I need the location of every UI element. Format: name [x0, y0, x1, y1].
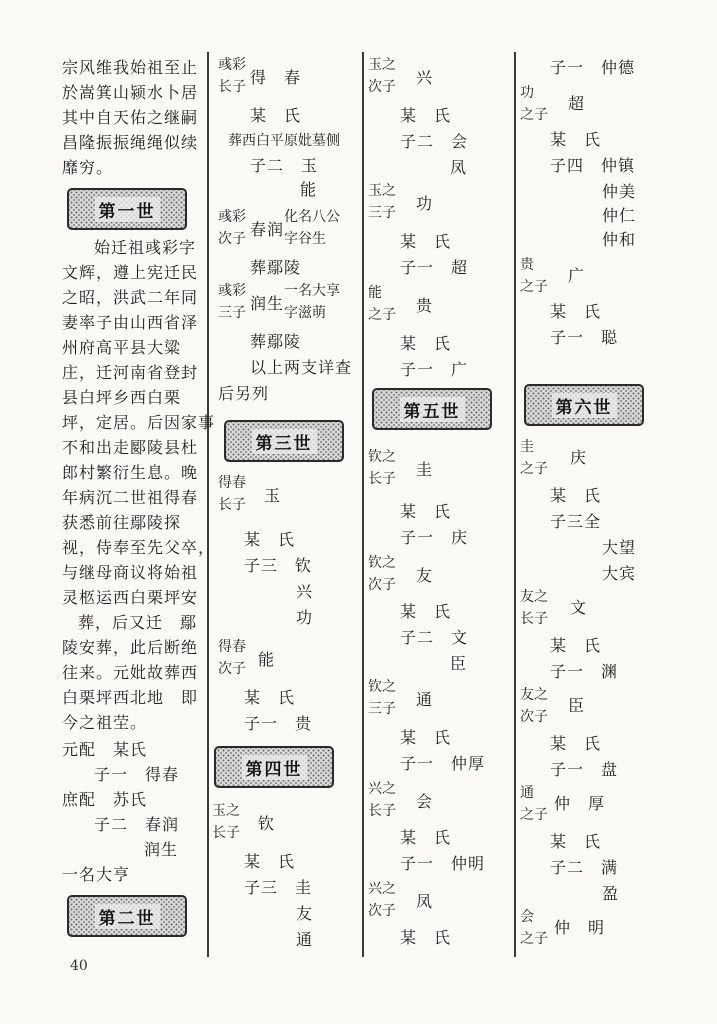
- parent-label: 钦之: [368, 449, 396, 465]
- burial-note: 葬西白平原妣墓侧: [228, 133, 340, 149]
- person-name: 圭: [416, 460, 434, 479]
- page-number: 40: [70, 958, 88, 974]
- biography-line: 郎村繁衍生息。晚: [62, 463, 199, 482]
- birth-order-label: 长子: [218, 79, 246, 95]
- birth-order-label: 之子: [520, 461, 548, 477]
- birth-order-label: 长子: [520, 611, 548, 627]
- parent-label: 彧彩: [218, 209, 246, 225]
- wife-entry: 某 氏: [550, 130, 602, 149]
- birth-order-label: 次子: [520, 709, 548, 725]
- parent-label: 兴之: [368, 781, 396, 797]
- biography-line: 妻率子由山西省泽: [62, 313, 199, 332]
- biography-line: 不和出走郾陵县杜: [62, 438, 199, 457]
- birth-order-label: 次子: [368, 903, 396, 919]
- name-note: 字滋萌: [284, 305, 326, 321]
- son-name: 盈: [602, 884, 620, 903]
- parent-label: 彧彩: [218, 283, 246, 299]
- alias-note: 一名大亨: [62, 865, 131, 884]
- name-note: 一名大享: [284, 283, 340, 299]
- sons-entry: 子二 满: [550, 858, 619, 877]
- parent-label: 圭: [520, 439, 534, 455]
- biography-line: 文辉，遵上宪迁民: [62, 263, 199, 282]
- burial-note: 葬鄢陵: [250, 258, 302, 277]
- birth-order-label: 次子: [218, 661, 246, 677]
- parent-label: 得春: [218, 639, 246, 655]
- person-name: 臣: [568, 696, 586, 715]
- sons-entry: 子四 仲镇: [550, 156, 636, 175]
- burial-note: 葬鄢陵: [250, 332, 302, 351]
- biography-line: 葬，后又迁 鄢: [78, 613, 198, 632]
- parent-label: 友之: [520, 589, 548, 605]
- generation-heading: 第五世: [372, 388, 492, 430]
- sons-entry: 子三 钦: [244, 556, 313, 575]
- sons-entry: 子一 贵: [244, 714, 313, 733]
- sons-entry: 子一 仲明: [400, 854, 486, 873]
- son-name: 仲和: [602, 230, 637, 249]
- parent-label: 玉之: [368, 57, 396, 73]
- biography-line: 之昭，洪武二年同: [62, 288, 199, 307]
- parent-label: 钦之: [368, 555, 396, 571]
- wife-entry: 某 氏: [550, 302, 602, 321]
- son-name: 兴: [296, 582, 314, 601]
- remark: 后另列: [218, 384, 270, 403]
- person-name: 仲 厚: [554, 794, 606, 813]
- wife-entry: 某 氏: [400, 602, 452, 621]
- biography-line: 今之祖茔。: [62, 713, 148, 732]
- wife-entry: 某 氏: [400, 334, 452, 353]
- person-name: 得 春: [250, 68, 302, 87]
- parent-label: 能: [368, 285, 382, 301]
- wife-entry: 某 氏: [244, 530, 296, 549]
- person-name: 文: [570, 598, 588, 617]
- biography-line: 庄，迁河南省登封: [62, 363, 199, 382]
- son-entry: 润生: [144, 840, 179, 859]
- biography-line: 白栗坪西北地 即: [62, 688, 199, 707]
- biography-line: 州府高平县大粱: [62, 338, 182, 357]
- column-1: [62, 50, 216, 960]
- birth-order-label: 之子: [520, 807, 548, 823]
- wife-entry: 某 氏: [550, 734, 602, 753]
- parent-label: 兴之: [368, 881, 396, 897]
- parent-label: 贵: [520, 257, 534, 273]
- sons-entry: 子二 会: [400, 132, 469, 151]
- name-note: 化名八公: [284, 209, 340, 225]
- biography-line: 年病沉二世祖得春: [62, 488, 199, 507]
- spouse-entry: 元配 某氏: [62, 740, 148, 759]
- birth-order-label: 之子: [520, 931, 548, 947]
- biography-line: 获悉前往鄢陵探: [62, 513, 182, 532]
- sons-entry: 子一 广: [400, 360, 469, 379]
- wife-entry: 某 氏: [400, 502, 452, 521]
- column-4: [518, 50, 668, 960]
- parent-label: 彧彩: [218, 57, 246, 73]
- biography-line: 往来。元妣故葬西: [62, 663, 199, 682]
- son-name: 凤: [450, 158, 468, 177]
- generation-heading: 第四世: [214, 746, 334, 788]
- son-name: 友: [296, 904, 314, 923]
- son-name: 仲仁: [602, 206, 637, 225]
- son-name: 大望: [602, 538, 637, 557]
- wife-entry: 某 氏: [550, 832, 602, 851]
- son-name: 通: [296, 930, 314, 949]
- sons-entry: 子一 庆: [400, 528, 469, 547]
- person-name: 凤: [416, 892, 434, 911]
- wife-entry: 某 氏: [550, 636, 602, 655]
- intro-line: 昌隆振振绳绳似续: [62, 133, 199, 152]
- birth-order-label: 次子: [368, 577, 396, 593]
- son-name: 仲美: [602, 182, 637, 201]
- remark: 以上两支详查: [250, 358, 353, 377]
- biography-line: 视，侍奉至先父卒，: [62, 538, 216, 557]
- parent-label: 友之: [520, 687, 548, 703]
- person-name: 通: [416, 690, 434, 709]
- column-divider: [207, 52, 209, 957]
- son-name: 功: [296, 608, 314, 627]
- parent-label: 得春: [218, 475, 246, 491]
- birth-order-label: 次子: [218, 231, 246, 247]
- son-name: 能: [300, 180, 318, 199]
- birth-order-label: 长子: [212, 825, 240, 841]
- intro-line: 其中自天佑之继嗣: [62, 108, 199, 127]
- spouse-entry: 庶配 苏氏: [62, 790, 148, 809]
- birth-order-label: 次子: [368, 79, 396, 95]
- biography-line: 始迁祖彧彩字: [94, 238, 197, 257]
- sons-entry: 子二 玉: [250, 156, 319, 175]
- birth-order-label: 之子: [368, 307, 396, 323]
- biography-line: 灵柩运西白栗坪安: [62, 588, 199, 607]
- person-name: 玉: [264, 486, 282, 505]
- parent-label: 会: [520, 909, 534, 925]
- parent-label: 玉之: [368, 183, 396, 199]
- parent-label: 通: [520, 785, 534, 801]
- wife-entry: 某 氏: [244, 852, 296, 871]
- column-divider: [514, 52, 516, 957]
- sons-entry: 子一 仲德: [550, 58, 636, 77]
- sons-entry: 子一 聪: [550, 328, 619, 347]
- generation-heading: 第二世: [67, 895, 187, 937]
- name-note: 字谷生: [284, 231, 326, 247]
- person-name: 友: [416, 566, 434, 585]
- generation-heading: 第三世: [224, 420, 344, 462]
- birth-order-label: 长子: [218, 497, 246, 513]
- parent-label: 玉之: [212, 803, 240, 819]
- birth-order-label: 三子: [218, 305, 246, 321]
- column-2: [212, 50, 362, 960]
- generation-heading: 第六世: [524, 384, 644, 426]
- sons-entry: 子一 超: [400, 258, 469, 277]
- sons-entry: 子三全: [550, 512, 602, 531]
- birth-order-label: 之子: [520, 107, 548, 123]
- sons-entry: 子一 盘: [550, 760, 619, 779]
- biography-line: 陵安葬，此后断绝: [62, 638, 199, 657]
- intro-line: 靡穷。: [62, 158, 114, 177]
- birth-order-label: 之子: [520, 279, 548, 295]
- birth-order-label: 长子: [368, 803, 396, 819]
- wife-entry: 某 氏: [400, 728, 452, 747]
- birth-order-label: 三子: [368, 205, 396, 221]
- column-divider: [362, 52, 364, 957]
- wife-entry: 某 氏: [400, 232, 452, 251]
- person-name: 钦: [258, 814, 276, 833]
- biography-line: 与继母商议将始祖: [62, 563, 199, 582]
- parent-label: 钦之: [368, 679, 396, 695]
- wife-entry: 某 氏: [550, 486, 602, 505]
- biography-line: 坪，定居。后因家事: [62, 413, 216, 432]
- person-name: 广: [568, 266, 586, 285]
- son-entry: 子一 得春: [94, 765, 180, 784]
- person-name: 贵: [416, 296, 434, 315]
- person-name: 功: [416, 194, 434, 213]
- person-name: 润生: [250, 294, 285, 313]
- wife-entry: 某 氏: [400, 928, 452, 947]
- wife-entry: 某 氏: [400, 106, 452, 125]
- person-name: 能: [258, 650, 276, 669]
- sons-entry: 子一 仲厚: [400, 754, 486, 773]
- person-name: 会: [416, 792, 434, 811]
- person-name: 超: [568, 94, 586, 113]
- son-entry: 子二 春润: [94, 815, 180, 834]
- person-name: 仲 明: [554, 918, 606, 937]
- sons-entry: 子三 圭: [244, 878, 313, 897]
- birth-order-label: 长子: [368, 471, 396, 487]
- person-name: 春润: [250, 220, 285, 239]
- wife-entry: 某 氏: [250, 106, 302, 125]
- person-name: 兴: [416, 68, 434, 87]
- person-name: 庆: [570, 448, 588, 467]
- generation-heading: 第一世: [67, 188, 187, 230]
- son-name: 大宾: [602, 564, 637, 583]
- sons-entry: 子二 文: [400, 628, 469, 647]
- wife-entry: 某 氏: [400, 828, 452, 847]
- son-name: 臣: [450, 654, 468, 673]
- column-3: [366, 50, 514, 960]
- intro-line: 於嵩箕山颍水卜居: [62, 83, 199, 102]
- wife-entry: 某 氏: [244, 688, 296, 707]
- sons-entry: 子一 渊: [550, 662, 619, 681]
- birth-order-label: 三子: [368, 701, 396, 717]
- parent-label: 功: [520, 85, 534, 101]
- biography-line: 县白坪乡西白栗: [62, 388, 182, 407]
- intro-line: 宗风维我始祖至止: [62, 58, 199, 77]
